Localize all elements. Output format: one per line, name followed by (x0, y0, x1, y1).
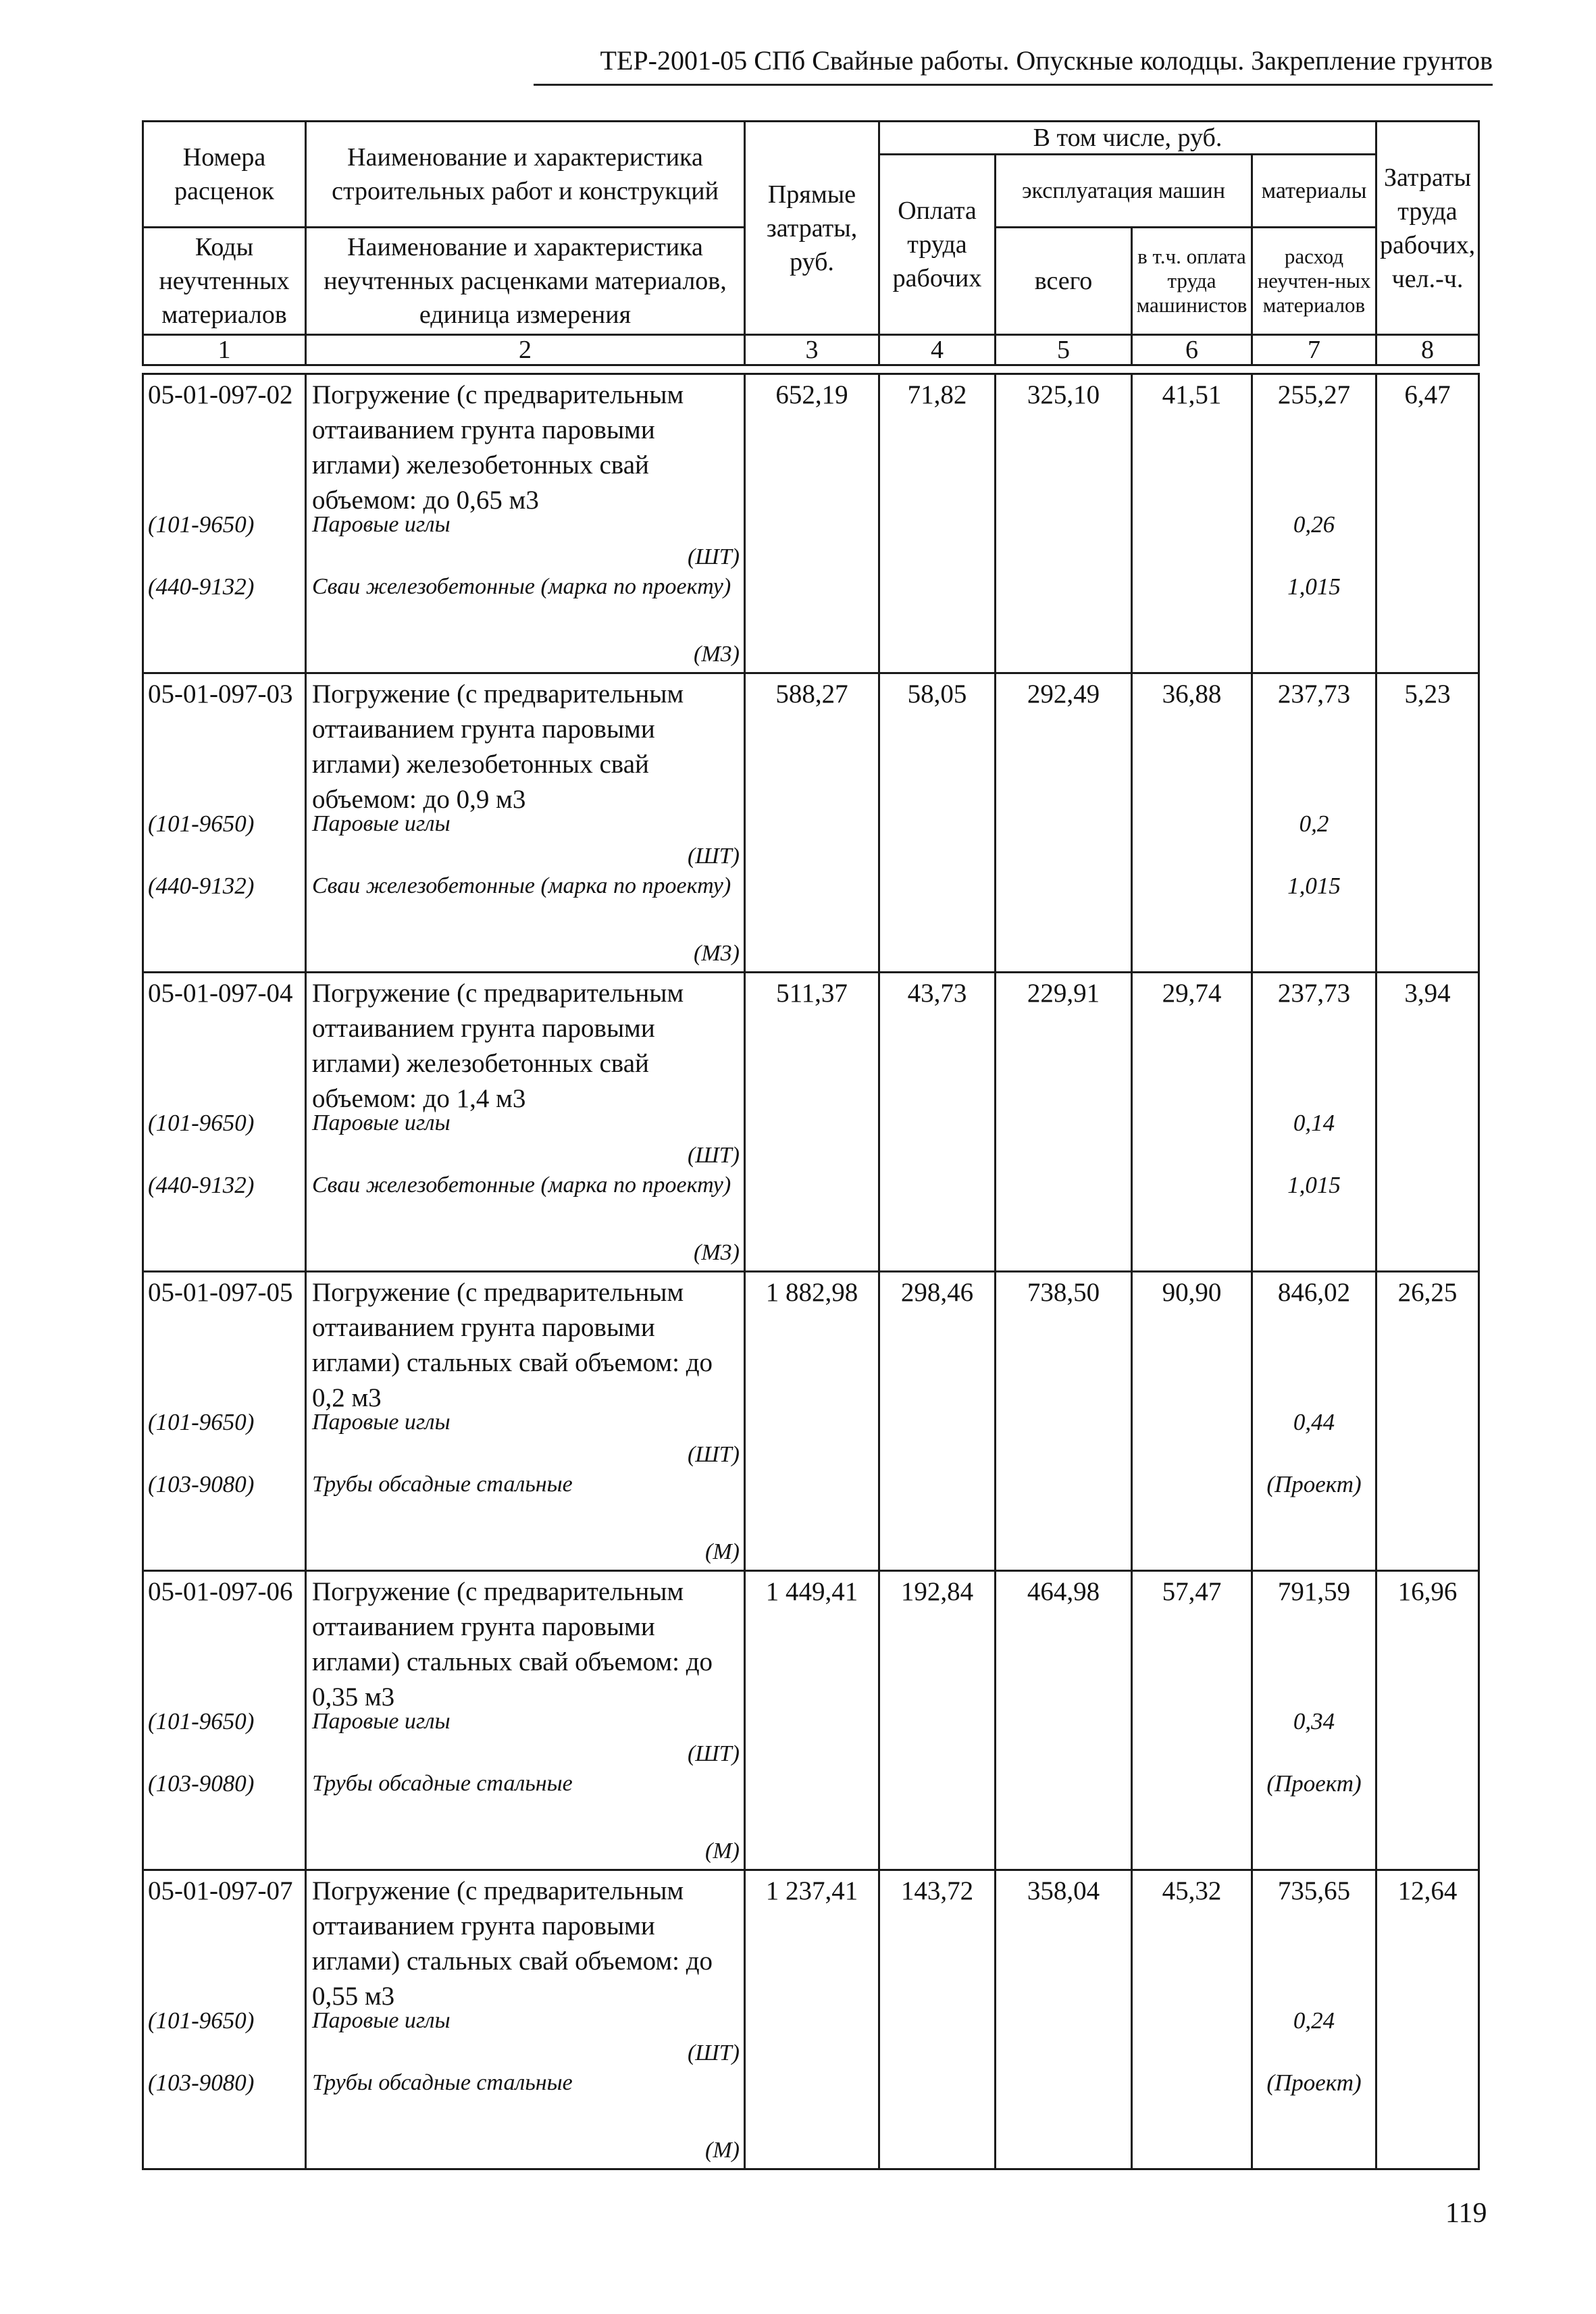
description-cell (306, 973, 745, 1272)
material-name: Трубы обсадные стальные (312, 1472, 573, 1497)
material-unit: (М) (705, 1539, 740, 1564)
machines-cost: 464,98 (1027, 1577, 1100, 1606)
labor-cost: 298,46 (900, 1278, 974, 1307)
material-quantity: 0,14 (1293, 1110, 1335, 1136)
material-code: (101-9650) (148, 1708, 255, 1734)
description-cell (306, 374, 745, 673)
labor-hours: 5,23 (1404, 679, 1451, 709)
machines-cost: 292,49 (1027, 679, 1100, 709)
labor-hours-cell (1376, 1870, 1479, 2169)
header-group: В том числе, руб. (879, 122, 1376, 155)
rate-code: 05-01-097-02 (148, 380, 293, 409)
material-quantity: 1,015 (1287, 873, 1341, 899)
material-unit: (ШТ) (687, 544, 740, 569)
labor-hours-cell (1376, 1571, 1479, 1870)
column-number: 1 (143, 335, 306, 365)
machines-cost: 325,10 (1027, 380, 1100, 409)
description-cell (306, 1870, 745, 2169)
labor-cost-cell (879, 1571, 996, 1870)
code-cell (143, 374, 306, 673)
work-description: Погружение (с предварительным оттаиванием грунта паровыми иглами) стальных свай объемом: до 0,35 м3 (312, 1577, 713, 1712)
machines-cost: 358,04 (1027, 1876, 1100, 1905)
labor-hours-cell (1376, 973, 1479, 1272)
labor-cost: 43,73 (907, 979, 967, 1008)
column-number: 7 (1252, 335, 1376, 365)
machines-cost: 229,91 (1027, 979, 1100, 1008)
materials-cost: 791,59 (1277, 1577, 1351, 1606)
work-description: Погружение (с предварительным оттаиванием грунта паровыми иглами) стальных свай объемом: до 0,55 м3 (312, 1876, 713, 2011)
labor-cost-cell (879, 1870, 996, 2169)
page-number: 119 (1445, 2198, 1487, 2229)
machinists-cost-cell (1132, 973, 1252, 1272)
labor-hours-cell (1376, 673, 1479, 973)
labor-cost: 71,82 (907, 380, 967, 409)
header-col-1-bottom: Коды неучтенных материалов (143, 228, 306, 335)
machines-cost: 738,50 (1027, 1278, 1100, 1307)
table-header (142, 120, 1480, 366)
material-quantity: 0,34 (1293, 1708, 1335, 1734)
direct-cost-cell (745, 374, 879, 673)
labor-cost: 58,05 (907, 679, 967, 709)
labor-cost-cell (879, 374, 996, 673)
labor-cost: 143,72 (900, 1876, 974, 1905)
materials-cell (1252, 673, 1376, 973)
column-number: 2 (306, 335, 745, 365)
machinists-cost-cell (1132, 1571, 1252, 1870)
work-description: Погружение (с предварительным оттаиванием грунта паровыми иглами) железобетонных свай объемом: до 0,65 м3 (312, 380, 684, 515)
direct-cost-cell (745, 1272, 879, 1571)
header-col-4: Оплата труда рабочих (879, 155, 996, 335)
code-cell (143, 1870, 306, 2169)
material-unit: (М3) (694, 642, 740, 667)
column-number: 6 (1132, 335, 1252, 365)
table-row (143, 1272, 1479, 1571)
labor-hours: 16,96 (1397, 1577, 1458, 1606)
materials-cell (1252, 1571, 1376, 1870)
work-description: Погружение (с предварительным оттаиванием грунта паровыми иглами) железобетонных свай объемом: до 1,4 м3 (312, 979, 684, 1113)
labor-hours-cell (1376, 1272, 1479, 1571)
material-quantity: 0,24 (1293, 2007, 1335, 2034)
header-col-1-top: Номера расценок (143, 122, 306, 228)
table-row (143, 374, 1479, 673)
direct-cost: 1 882,98 (765, 1278, 858, 1307)
column-number: 3 (745, 335, 879, 365)
machinists-cost: 57,47 (1162, 1577, 1222, 1606)
material-unit: (ШТ) (687, 844, 740, 869)
material-quantity: 0,26 (1293, 511, 1335, 538)
direct-cost-cell (745, 973, 879, 1272)
material-unit: (ШТ) (687, 2040, 740, 2065)
material-unit: (М) (705, 1839, 740, 1863)
column-number: 5 (996, 335, 1132, 365)
material-name: Паровые иглы (312, 512, 451, 537)
material-code: (101-9650) (148, 1110, 255, 1136)
labor-cost-cell (879, 673, 996, 973)
material-quantity: 0,2 (1299, 811, 1329, 837)
direct-cost-cell (745, 1870, 879, 2169)
material-code: (101-9650) (148, 2007, 255, 2034)
machinists-cost: 29,74 (1162, 979, 1222, 1008)
rate-code: 05-01-097-05 (148, 1278, 293, 1307)
material-quantity: (Проект) (1266, 1471, 1362, 1497)
material-quantity: (Проект) (1266, 2069, 1362, 2096)
labor-cost-cell (879, 973, 996, 1272)
machinists-cost: 45,32 (1162, 1876, 1222, 1905)
material-code: (440-9132) (148, 573, 255, 600)
table-row (143, 1870, 1479, 2169)
material-name: Трубы обсадные стальные (312, 1771, 573, 1796)
description-cell (306, 673, 745, 973)
rate-code: 05-01-097-07 (148, 1876, 293, 1905)
materials-cost: 237,73 (1277, 979, 1351, 1008)
labor-hours: 6,47 (1404, 380, 1451, 409)
machines-cost-cell (996, 1571, 1132, 1870)
header-machines: эксплуатация машин (996, 155, 1252, 228)
direct-cost: 1 449,41 (765, 1577, 858, 1606)
table-row (143, 1571, 1479, 1870)
material-name: Сваи железобетонные (марка по проекту) (312, 1173, 731, 1198)
description-cell (306, 1571, 745, 1870)
materials-cell (1252, 1272, 1376, 1571)
material-name: Паровые иглы (312, 811, 451, 836)
direct-cost-cell (745, 673, 879, 973)
materials-cell (1252, 1870, 1376, 2169)
column-number: 4 (879, 335, 996, 365)
code-cell (143, 1272, 306, 1571)
material-unit: (ШТ) (687, 1741, 740, 1766)
direct-cost-cell (745, 1571, 879, 1870)
materials-cost: 846,02 (1277, 1278, 1351, 1307)
rate-code: 05-01-097-03 (148, 679, 293, 709)
header-col-8: Затраты труда рабочих, чел.-ч. (1376, 122, 1479, 335)
material-unit: (М) (705, 2138, 740, 2163)
machinists-cost: 90,90 (1162, 1278, 1222, 1307)
machines-cost-cell (996, 1870, 1132, 2169)
machinists-cost-cell (1132, 1272, 1252, 1571)
material-unit: (М3) (694, 1240, 740, 1265)
work-description: Погружение (с предварительным оттаиванием грунта паровыми иглами) стальных свай объемом: до 0,2 м3 (312, 1278, 713, 1412)
machines-cost-cell (996, 1272, 1132, 1571)
direct-cost: 511,37 (776, 979, 848, 1008)
material-name: Паровые иглы (312, 1709, 451, 1734)
material-code: (101-9650) (148, 511, 255, 538)
material-name: Паровые иглы (312, 1110, 451, 1135)
direct-cost: 1 237,41 (765, 1876, 858, 1905)
page-title: ТЕР-2001-05 СПб Свайные работы. Опускные колодцы. Закрепление грунтов (534, 42, 1493, 86)
code-cell (143, 973, 306, 1272)
material-quantity: 1,015 (1287, 573, 1341, 600)
header-col-6: в т.ч. оплата труда машинистов (1132, 228, 1252, 335)
labor-hours: 12,64 (1397, 1876, 1458, 1905)
material-name: Сваи железобетонные (марка по проекту) (312, 574, 731, 599)
machinists-cost-cell (1132, 374, 1252, 673)
work-description: Погружение (с предварительным оттаиванием грунта паровыми иглами) железобетонных свай объемом: до 0,9 м3 (312, 679, 684, 814)
machinists-cost-cell (1132, 1870, 1252, 2169)
machinists-cost: 36,88 (1162, 679, 1222, 709)
material-unit: (ШТ) (687, 1442, 740, 1467)
table-row (143, 973, 1479, 1272)
machinists-cost: 41,51 (1162, 380, 1222, 409)
description-cell (306, 1272, 745, 1571)
material-code: (440-9132) (148, 1172, 255, 1198)
header-col-2-bottom: Наименование и характеристика неучтенных расценками материалов, единица измерения (306, 228, 745, 335)
material-quantity: (Проект) (1266, 1770, 1362, 1797)
material-code: (101-9650) (148, 811, 255, 837)
header-col-7: расход неучтен-ных материалов (1252, 228, 1376, 335)
header-col-2-top: Наименование и характеристика строительных работ и конструкций (306, 122, 745, 228)
material-unit: (ШТ) (687, 1143, 740, 1168)
materials-cell (1252, 374, 1376, 673)
material-name: Паровые иглы (312, 1410, 451, 1435)
material-name: Паровые иглы (312, 2008, 451, 2033)
material-quantity: 0,44 (1293, 1409, 1335, 1435)
machines-cost-cell (996, 374, 1132, 673)
header-col-3: Прямые затраты, руб. (745, 122, 879, 335)
header-materials: материалы (1252, 155, 1376, 228)
material-code: (440-9132) (148, 873, 255, 899)
material-code: (103-9080) (148, 1471, 255, 1497)
labor-hours: 3,94 (1404, 979, 1451, 1008)
machines-cost-cell (996, 973, 1132, 1272)
code-cell (143, 1571, 306, 1870)
rate-code: 05-01-097-04 (148, 979, 293, 1008)
rates-table (142, 373, 1480, 2170)
direct-cost: 588,27 (775, 679, 848, 709)
material-name: Трубы обсадные стальные (312, 2070, 573, 2095)
material-code: (103-9080) (148, 1770, 255, 1797)
labor-cost-cell (879, 1272, 996, 1571)
table-row (143, 673, 1479, 973)
labor-hours: 26,25 (1397, 1278, 1458, 1307)
machines-cost-cell (996, 673, 1132, 973)
material-code: (103-9080) (148, 2069, 255, 2096)
column-number: 8 (1376, 335, 1479, 365)
labor-hours-cell (1376, 374, 1479, 673)
header-col-5: всего (996, 228, 1132, 335)
labor-cost: 192,84 (900, 1577, 974, 1606)
materials-cost: 237,73 (1277, 679, 1351, 709)
material-name: Сваи железобетонные (марка по проекту) (312, 873, 731, 898)
materials-cost: 735,65 (1277, 1876, 1351, 1905)
machinists-cost-cell (1132, 673, 1252, 973)
materials-cell (1252, 973, 1376, 1272)
code-cell (143, 673, 306, 973)
materials-cost: 255,27 (1277, 380, 1351, 409)
rate-code: 05-01-097-06 (148, 1577, 293, 1606)
material-unit: (М3) (694, 941, 740, 966)
direct-cost: 652,19 (775, 380, 848, 409)
material-quantity: 1,015 (1287, 1172, 1341, 1198)
material-code: (101-9650) (148, 1409, 255, 1435)
